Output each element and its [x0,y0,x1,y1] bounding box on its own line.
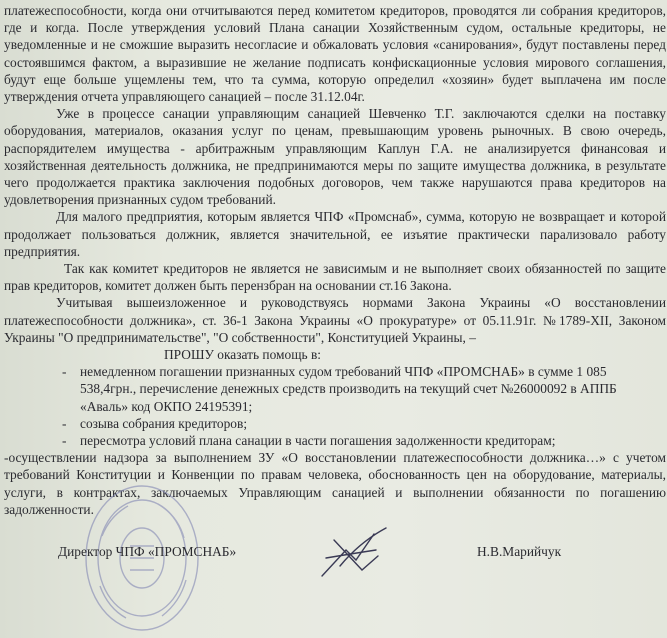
list-item: - пересмотра условий плана санации в части погашения задолженности кредиторам; [62,433,556,449]
paragraph-6: -осуществлении надзора за выполнением ЗУ «О восстановлении платежеспособности должника…» с учетом требований Конституции и Конвенции по правам человека, обоснованность цен на оборудование, материалы, услуги, в контрактах, заключаемых Управляющим санацией и выполнении обязанности по погашению задолженности. [4,450,666,517]
paragraph-1: платежеспособности, когда они отчитываются перед комитетом кредиторов, проводятся ли собрания кредиторов, где и когда. После утверждения условий Плана санации Хозяйственным судом, остальные кредиторы, не уведомленные и не сможшие выразить несогласие и обжаловать условия «санирования», будут поставлены перед состоявшимся фактом, а выразившие не желание подписать конфискационные условия мирового соглашения, будут еще больше ущемлены тем, что та сумма, которую определил «хозяин» будет выплачена им после утверждения отчета управляющего санацией – после 31.12.04г. [4,3,666,105]
list-item: - немедленном погашении признанных судом требований ЧПФ «ПРОМСНАБ» в сумме 1 085 538,4грн., перечисление денежных средств производить на текущий счет №26000092 в АППБ «Аваль» код ОКПО 24195391; [62,364,617,414]
paragraph-2: Уже в процессе санации управляющим санацией Шевченко Т.Г. заключаются сделки на поставку оборудования, материалов, оказания услуг по ценам, превышающим уровень рыночных. В свою очередь, распорядителем имущества - арбитражным управляющим Каплун Г.А. не анализируется финансовая и хозяйственная деятельность должника, не предпринимаются меры по защите имущества должника, в результате чего продолжается практика заключения подобных договоров, чем также нарушаются права кредиторов на удовлетворения признанных судом требований. [4,106,666,208]
plea-heading: ПРОШУ оказать помощь в: [164,347,322,363]
paragraph-4: Так как комитет кредиторов не является не зависимым и не выполняет своих обязанностей по защите прав кредиторов, комитет должен быть перензбран на основании ст.16 Закона. [4,261,666,294]
document-body [4,2,666,518]
signatory-title: Директор ЧПФ «ПРОМСНАБ» [58,544,237,559]
signature-row [0,544,667,584]
list-item: - созыва собрания кредиторов; [62,415,248,431]
paragraph-3: Для малого предприятия, которым является ЧПФ «Промснаб», сумма, которую не возвращает и которой продолжает пользоваться должник, является значительной, ее изъятие практически парализовало работу предприятия. [4,209,666,259]
signatory-name: Н.В.Марийчук [477,544,562,559]
paragraph-5: Учитывая вышеизложенное и руководствуясь нормами Закона Украины «О восстановлении платежеспособности должника», ст. 36-1 Закона Украины «О прокуратуре» от 05.11.91г. №1789-XII, Законом Украины "О предпринимательстве", "О собственности", Конституцией Украины, – [4,295,666,345]
